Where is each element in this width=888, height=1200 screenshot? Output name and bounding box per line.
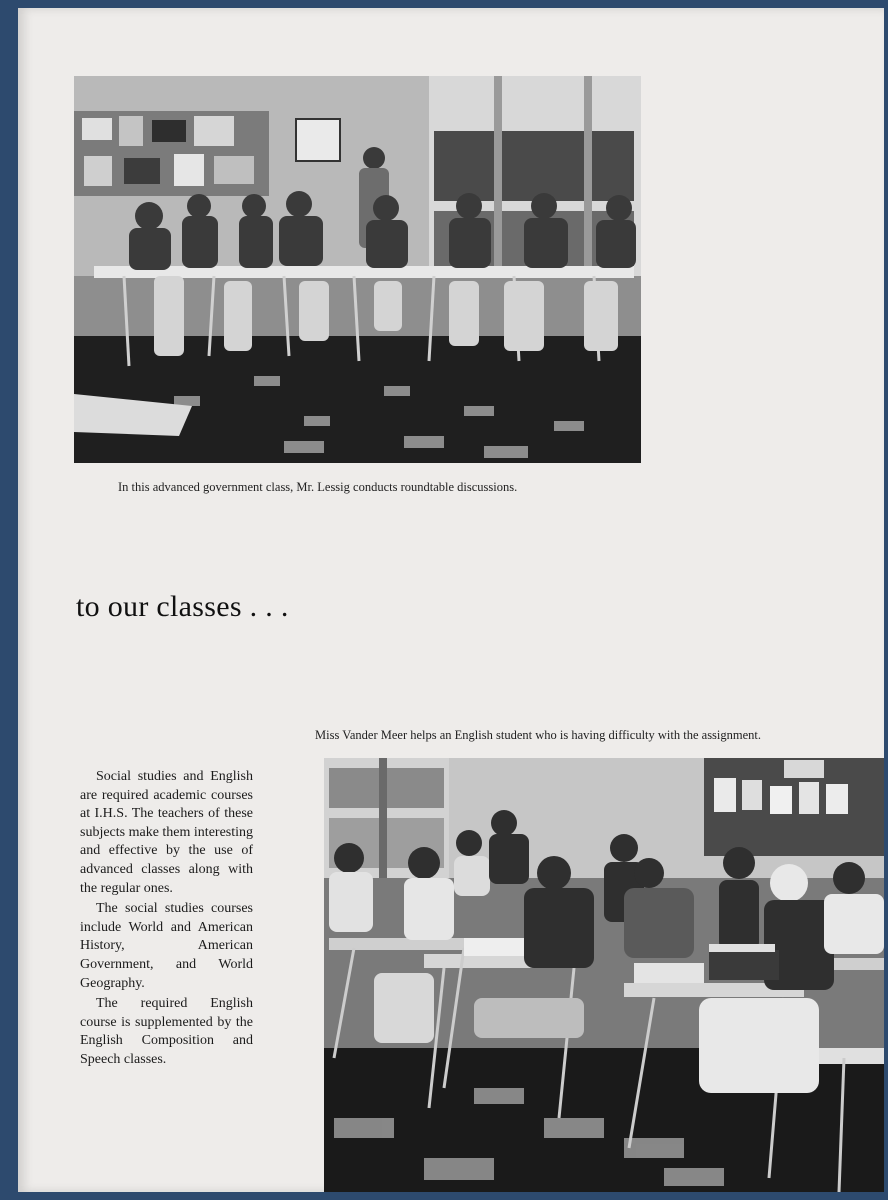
section-heading: to our classes . . . [76,590,289,623]
government-class-photo [74,76,641,463]
body-paragraph: Social studies and English are required academic courses at I.H.S. The teachers of these subjects make them interesting and effective by the use of advanced classes along with the regular ones. [80,769,254,896]
body-paragraph: The social studies courses include World and American History, American Government, and World Geography. [80,901,253,991]
yearbook-page [18,8,884,1192]
english-class-photo [324,758,884,1192]
body-text [80,768,253,1072]
english-class-caption: Miss Vander Meer helps an English student who is having difficulty with the assignment. [315,728,762,742]
body-paragraph: The required English course is supplemented by the English Composition and Speech classes. [80,996,253,1067]
government-class-caption: In this advanced government class, Mr. Lessig conducts roundtable discussions. [118,480,518,494]
